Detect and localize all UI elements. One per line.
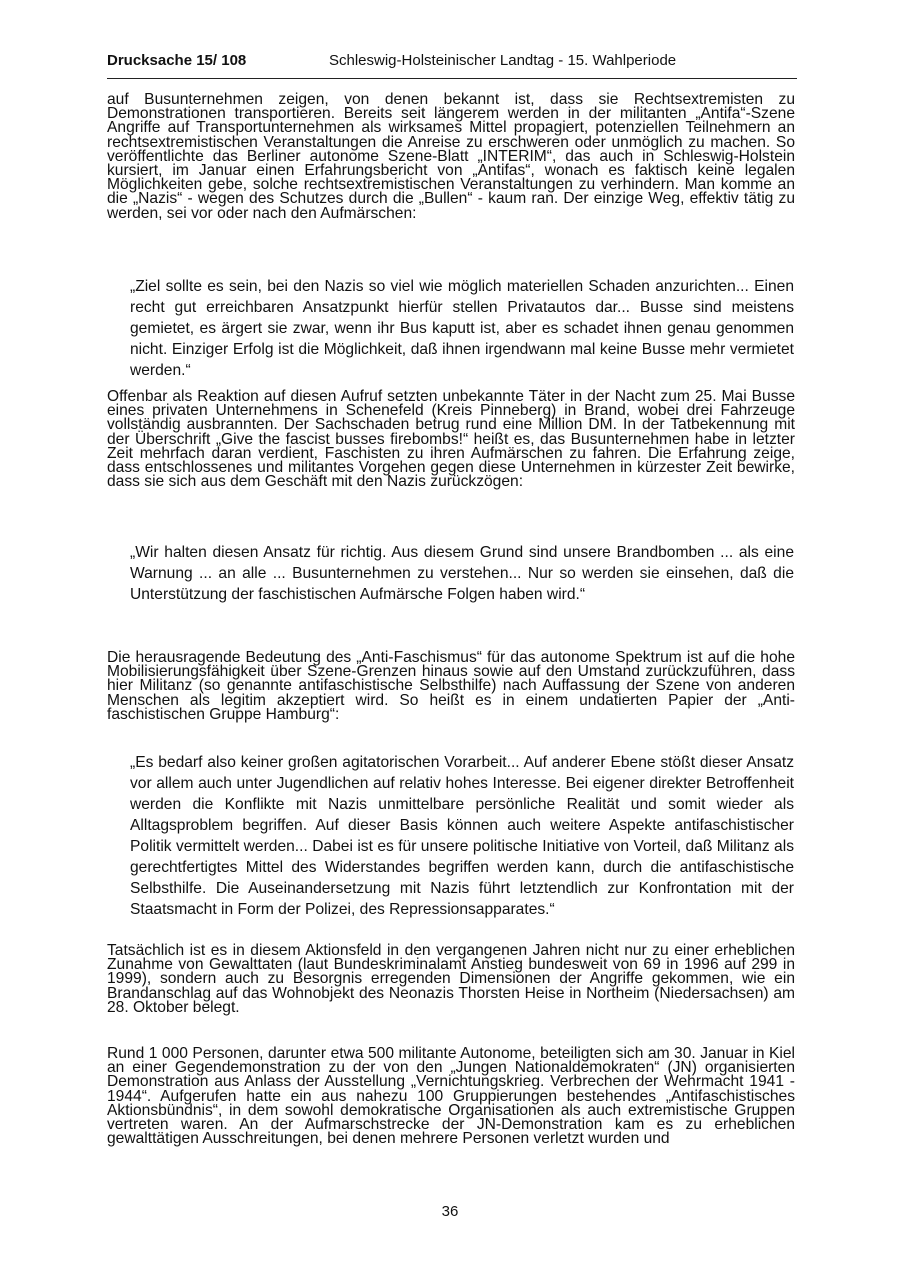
parliament-title: Schleswig-Holsteinischer Landtag - 15. Wahlperiode <box>329 52 677 69</box>
quote-1: „Ziel sollte es sein, bei den Nazis so viel wie möglich materiellen Schaden anzurichten... Einen recht gut erreichbaren Ansatzpunkt hierfür stellen Privatautos dar... Busse sind meistens gemietet, es ärgert sie zwar, wenn ihr Bus kaputt ist, aber es schadet ihnen genau genommen nicht. Einziger Erfolg ist die Möglichkeit, daß ihnen irgendwann mal keine Busse mehr vermietet werden.“ <box>130 278 794 379</box>
page-header <box>107 52 797 79</box>
paragraph-5: Rund 1 000 Personen, darunter etwa 500 militante Autonome, beteiligten sich am 30. Januar in Kiel an einer Gegendemonstration zu der von den „Jungen Nationaldemokraten“ (JN) organisierten Demonstration aus Anlass der Ausstellung „Vernichtungskrieg. Verbrechen der Wehrmacht 1941 - 1944“. Aufgerufen hatte ein aus nahezu 100 Gruppierungen bestehendes „Antifaschistisches Aktionsbündnis“, in dem sowohl demokratische Organisationen als auch extremistische Gruppen vertreten waren. An der Aufmarschstrecke der JN-Demonstration kam es zu erheblichen gewalttätigen Ausschreitungen, bei denen mehrere Personen verletzt wurden und <box>107 1045 795 1148</box>
paragraph-2: Offenbar als Reaktion auf diesen Aufruf setzten unbekannte Täter in der Nacht zum 25. Mai Busse eines privaten Unternehmens in Schenefeld (Kreis Pinneberg) in Brand, wobei drei Fahrzeuge vollständig ausbrannten. Der Sachschaden betrug rund eine Million DM. In der Tatbekennung mit der Überschrift „Give the fascist busses firebombs!“ heißt es, das Busunternehmen habe in letzter Zeit mehrfach daran verdient, Faschisten zu ihren Aufmärschen zu fahren. Die Erfahrung zeige, dass entschlossenes und militantes Vorgehen gegen diese Unternehmen in kürzester Zeit bewirke, dass sie sich aus dem Geschäft mit den Nazis zurückzögen: <box>107 388 795 491</box>
quote-2: „Wir halten diesen Ansatz für richtig. Aus diesem Grund sind unsere Brandbomben ... als eine Warnung ... an alle ... Busunternehmen zu verstehen... Nur so werden sie einsehen, daß die Unterstützung der faschistischen Aufmärsche Folgen haben wird.“ <box>130 544 794 603</box>
document-number: Drucksache 15/ 108 <box>107 52 247 69</box>
paragraph-4: Tatsächlich ist es in diesem Aktionsfeld in den vergangenen Jahren nicht nur zu einer erheblichen Zunahme von Gewalttaten (laut Bundeskriminalamt Anstieg bundesweit von 69 in 1996 auf 299 in 1999), sondern auch zu Besorgnis erregenden Dimensionen der Angriffe gekommen, wie ein Brandanschlag auf das Wohnobjekt des Neonazis Thorsten Heise in Northeim (Niedersachsen) am 28. Oktober belegt. <box>107 942 795 1016</box>
paragraph-1: auf Busunternehmen zeigen, von denen bekannt ist, dass sie Rechtsextremisten zu Demonstrationen transportieren. Bereits seit längerem werden in der militanten „Antifa“-Szene Angriffe auf Transportunternehmen als wirksames Mittel propagiert, potenziellen Teilnehmern an rechtsextremistischen Veranstaltungen die Anreise zu erschweren oder unmöglich zu machen. So veröffentlichte das Berliner autonome Szene-Blatt „INTERIM“, das auch in Schleswig-Holstein kursiert, im Januar einen Erfahrungsbericht von „Antifas“, wonach es faktisch keine legalen Möglichkeiten gebe, solche rechtsextremistischen Veranstaltungen zu verhindern. Man komme an die „Nazis“ - wegen des Schutzes durch die „Bullen“ - kaum ran. Der einzige Weg, effektiv tätig zu werden, sei vor oder nach den Aufmärschen: <box>107 91 795 222</box>
quote-3: „Es bedarf also keiner großen agitatorischen Vorarbeit... Auf anderer Ebene stößt dieser Ansatz vor allem auch unter Jugendlichen auf relativ hohes Interesse. Bei eigener direkter Betroffenheit werden die Konflikte mit Nazis unmittelbare persönliche Realität und somit wieder als Alltagsproblem begriffen. Auf dieser Basis können auch weitere Aspekte antifaschistischer Politik vermittelt werden... Dabei ist es für unsere politische Initiative von Vorteil, daß Militanz als gerechtfertigtes Mittel des Widerstandes begriffen werden kann, durch die antifaschistische Selbsthilfe. Die Auseinandersetzung mit Nazis führt letztendlich zur Konfrontation mit der Staatsmacht in Form der Polizei, des Repressionsapparates.“ <box>130 754 794 918</box>
paragraph-3: Die herausragende Bedeutung des „Anti-Faschismus“ für das autonome Spektrum ist auf die hohe Mobilisierungsfähigkeit über Szene-Grenzen hinaus sowie auf den Umstand zurückzuführen, dass hier Militanz (so genannte antifaschistische Selbsthilfe) nach Auffassung der Szene von anderen Menschen als legitim akzeptiert wird. So heißt es in einem undatierten Papier der „Anti-faschistischen Gruppe Hamburg“: <box>107 649 795 723</box>
page-number: 36 <box>441 1203 459 1220</box>
